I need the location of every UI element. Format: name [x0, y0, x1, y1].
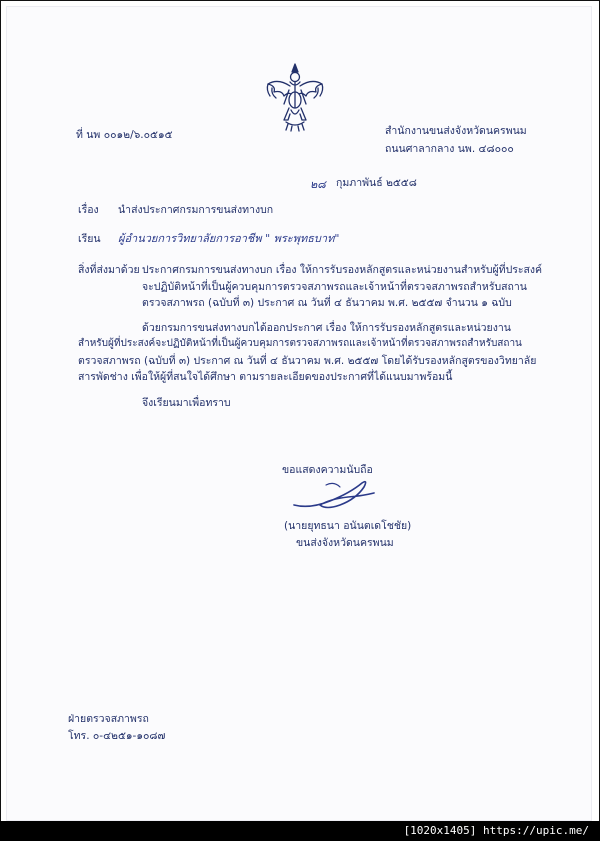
addressee-handwritten: ผู้อำนวยการวิทยาลัยการอาชีพ " พระพุทธบาท" [118, 232, 340, 245]
enclosure-line-3: ตรวจสภาพรถ (ฉบับที่ ๓) ประกาศ ณ วันที่ ๔ ธันวาคม พ.ศ. ๒๕๕๗ จำนวน ๑ ฉบับ [142, 297, 512, 309]
body-line-1: ด้วยกรมการขนส่งทางบกได้ออกประกาศ เรื่อง ให้การรับรองหลักสูตรและหน่วยงาน [142, 322, 511, 334]
enclosure-line-2: จะปฏิบัติหน้าที่เป็นผู้ควบคุมการตรวจสภาพรถและเจ้าหน้าที่ตรวจสภาพรถสำหรับสถาน [142, 281, 527, 293]
reference-number: ที่ นพ ๐๐๑๒/๖.๐๕๑๕ [76, 129, 173, 141]
office-address: ถนนศาลากลาง นพ. ๔๘๐๐๐ [385, 143, 514, 155]
footer-phone: โทร. ๐-๔๒๕๑-๑๐๘๗ [68, 730, 166, 742]
footer-department: ฝ่ายตรวจสภาพรถ [68, 713, 149, 725]
issuing-office: สำนักงานขนส่งจังหวัดนครพนม [385, 125, 527, 137]
subject-label: เรื่อง [78, 204, 99, 216]
garuda-emblem [262, 60, 328, 132]
body-line-2: สำหรับผู้ที่ประสงค์จะปฏิบัติหน้าที่เป็นผู้ควบคุมการตรวจสภาพรถและเจ้าหน้าที่ตรวจสภาพรถสำหรับสถาน [78, 338, 522, 349]
signatory-name: (นายยุทธนา อนันตเดโชชัย) [284, 520, 412, 532]
enclosure-label: สิ่งที่ส่งมาด้วย [78, 264, 140, 276]
image-size-watermark: [1020x1405] https://upic.me/ [401, 823, 592, 839]
closing-line: จึงเรียนมาเพื่อทราบ [142, 397, 231, 409]
date-day-handwritten: ๒๘ [310, 178, 326, 191]
signatory-position: ขนส่งจังหวัดนครพนม [296, 537, 394, 549]
body-line-3: ตรวจสภาพรถ (ฉบับที่ ๓) ประกาศ ณ วันที่ ๔ ธันวาคม พ.ศ. ๒๕๕๗ โดยได้รับรองหลักสูตรของวิทยาลัย [78, 355, 537, 367]
enclosure-line-1: ประกาศกรมการขนส่งทางบก เรื่อง ให้การรับรองหลักสูตรและหน่วยงานสำหรับผู้ที่ประสงค์ [142, 264, 543, 276]
date-month-year: กุมภาพันธ์ ๒๕๕๘ [336, 177, 417, 189]
body-line-4: สารพัดช่าง เพื่อให้ผู้ที่สนใจได้ศึกษา ตามรายละเอียดของประกาศที่ได้แนบมาพร้อมนี้ [78, 371, 453, 383]
addressee-label: เรียน [78, 233, 101, 245]
regards-text: ขอแสดงความนับถือ [282, 464, 373, 476]
subject-text: นำส่งประกาศกรมการขนส่งทางบก [118, 204, 274, 216]
handwritten-signature [290, 475, 380, 515]
